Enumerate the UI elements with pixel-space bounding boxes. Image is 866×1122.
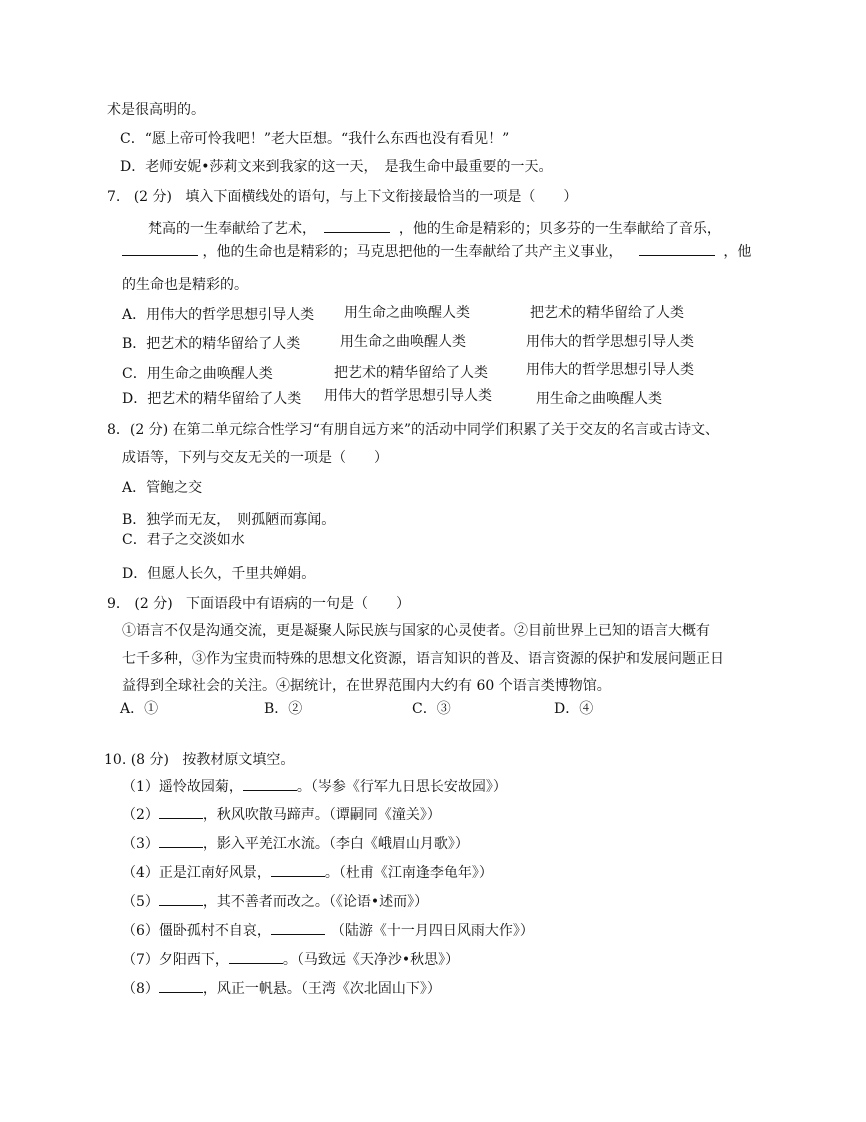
q8-option-b[interactable]: B．独学而无友， 则孤陋而寡闻。 <box>122 512 336 528</box>
passage-text: ，他的生命也是精彩的；马克思把他的一生奉献给了共产主义事业， <box>202 244 623 260</box>
answer-blank[interactable] <box>271 922 325 935</box>
item-text: （5） <box>122 894 159 910</box>
answer-blank[interactable] <box>122 243 198 256</box>
q9-option-a[interactable]: A．① <box>120 701 159 717</box>
item-source: ，影入平羌江水流。（李白《峨眉山月歌》） <box>202 836 469 852</box>
item-source: 。（杜甫《江南逢李龟年》） <box>324 865 493 881</box>
answer-blank[interactable] <box>159 893 203 906</box>
question-score: (2 分) <box>134 596 173 612</box>
question-stem: 按教材原文填空。 <box>182 752 295 768</box>
question-7-header <box>107 188 577 206</box>
fill-item-1 <box>122 778 507 796</box>
item-text: （1）遥怜故园菊， <box>122 779 243 795</box>
answer-blank[interactable] <box>243 778 297 791</box>
question-number: 8． <box>107 422 130 438</box>
item-text: （7）夕阳西下， <box>122 952 229 968</box>
prev-option-d: D．老师安妮•莎莉文来到我家的这一天， 是我生命中最重要的一天。 <box>120 159 553 175</box>
q7-passage-line-2 <box>122 243 751 261</box>
question-score: (2 分) <box>129 422 169 438</box>
fill-item-7 <box>122 951 459 969</box>
question-9-header <box>107 595 410 613</box>
q9-passage-line-2: 七千多种，③作为宝贵而特殊的思想文化资源，语言知识的普及、语言资源的保护和发展问题正日 <box>122 651 724 667</box>
q9-passage-line-3: 益得到全球社会的关注。④据统计，在世界范围内大约有 60 个语言类博物馆。 <box>122 678 611 694</box>
passage-text: ，他的生命是精彩的；贝多芬的一生奉献给了音乐， <box>398 221 721 237</box>
question-10-header <box>104 751 294 769</box>
item-text: （8） <box>122 981 159 997</box>
question-stem: 下面语段中有语病的一句是（ ） <box>186 596 411 612</box>
answer-blank[interactable] <box>229 951 283 964</box>
q7-option-d-3: 用生命之曲唤醒人类 <box>536 391 662 407</box>
q7-option-c-3: 用伟大的哲学思想引导人类 <box>526 362 694 378</box>
answer-blank[interactable] <box>271 864 325 877</box>
q7-option-a[interactable]: A．用伟大的哲学思想引导人类 <box>122 307 315 323</box>
question-8-stem-2: 成语等，下列与交友无关的一项是（ ） <box>122 450 388 466</box>
q8-option-a[interactable]: A．管鲍之交 <box>122 480 203 496</box>
q7-option-a-3: 把艺术的精华留给了人类 <box>530 305 684 321</box>
item-text: （3） <box>122 836 159 852</box>
passage-text: 梵高的一生奉献给了艺术， <box>148 221 316 237</box>
question-stem: 在第二单元综合性学习“有朋自远方来”的活动中同学们积累了关于交友的名言或古诗文、 <box>172 422 719 438</box>
question-8-header <box>107 421 719 439</box>
q7-passage-line-1 <box>148 220 721 238</box>
q7-option-a-2: 用生命之曲唤醒人类 <box>344 305 470 321</box>
item-source: 。（岑参《行军九日思长安故园》） <box>296 779 507 795</box>
question-number: 7. <box>107 189 121 205</box>
question-number: 10. <box>104 752 127 768</box>
fill-item-5 <box>122 893 428 911</box>
q7-passage-line-3: 的生命也是精彩的。 <box>122 277 248 293</box>
q7-option-b-2: 用生命之曲唤醒人类 <box>340 334 466 350</box>
q8-option-c[interactable]: C．君子之交淡如水 <box>122 532 245 548</box>
fill-item-2 <box>122 806 441 824</box>
answer-blank[interactable] <box>639 243 715 256</box>
question-score: (8 分) <box>130 752 169 768</box>
question-score: (2 分) <box>133 189 172 205</box>
fill-item-8 <box>122 980 441 998</box>
q7-option-b-3: 用伟大的哲学思想引导人类 <box>526 334 694 350</box>
answer-blank[interactable] <box>159 806 203 819</box>
prev-option-c: C．“愿上帝可怜我吧！”老大臣想。“我什么东西也没有看见！” <box>120 131 510 147</box>
q9-option-d[interactable]: D．④ <box>554 701 594 717</box>
q9-option-b[interactable]: B．② <box>264 701 303 717</box>
q9-option-c[interactable]: C．③ <box>412 701 451 717</box>
fill-item-3 <box>122 835 469 853</box>
q7-option-c-2: 把艺术的精华留给了人类 <box>334 365 488 381</box>
item-source: ，其不善者而改之。（《论语•述而》） <box>202 894 429 910</box>
passage-text: ，他 <box>723 244 752 260</box>
item-source: ，风正一帆悬。（王湾《次北固山下》） <box>202 981 441 997</box>
question-stem: 填入下面横线处的语句，与上下文衔接最恰当的一项是（ ） <box>185 189 578 205</box>
q7-option-b[interactable]: B．把艺术的精华留给了人类 <box>122 336 301 352</box>
item-text: （6）僵卧孤村不自哀， <box>122 923 271 939</box>
continued-text: 术是很高明的。 <box>107 102 205 118</box>
fill-item-4 <box>122 864 493 882</box>
q7-option-d-2: 用伟大的哲学思想引导人类 <box>324 388 492 404</box>
item-source: ，秋风吹散马蹄声。（谭嗣同《潼关》） <box>202 807 441 823</box>
q7-option-c[interactable]: C．用生命之曲唤醒人类 <box>122 366 273 382</box>
q7-option-d[interactable]: D．把艺术的精华留给了人类 <box>122 391 302 407</box>
item-text: （2） <box>122 807 159 823</box>
answer-blank[interactable] <box>159 835 203 848</box>
question-number: 9． <box>107 596 130 612</box>
answer-blank[interactable] <box>324 220 390 233</box>
fill-item-6 <box>122 922 534 940</box>
item-text: （4）正是江南好风景， <box>122 865 271 881</box>
q8-option-d[interactable]: D．但愿人长久，千里共婵娟。 <box>122 566 316 582</box>
answer-blank[interactable] <box>159 980 203 993</box>
item-source: 。（马致远《天净沙•秋思》） <box>282 952 460 968</box>
item-source: （陆游《十一月四日风雨大作》） <box>330 923 534 939</box>
q9-passage-line-1: ①语言不仅是沟通交流，更是凝聚人际民族与国家的心灵使者。②目前世界上已知的语言大概有 <box>122 623 710 639</box>
